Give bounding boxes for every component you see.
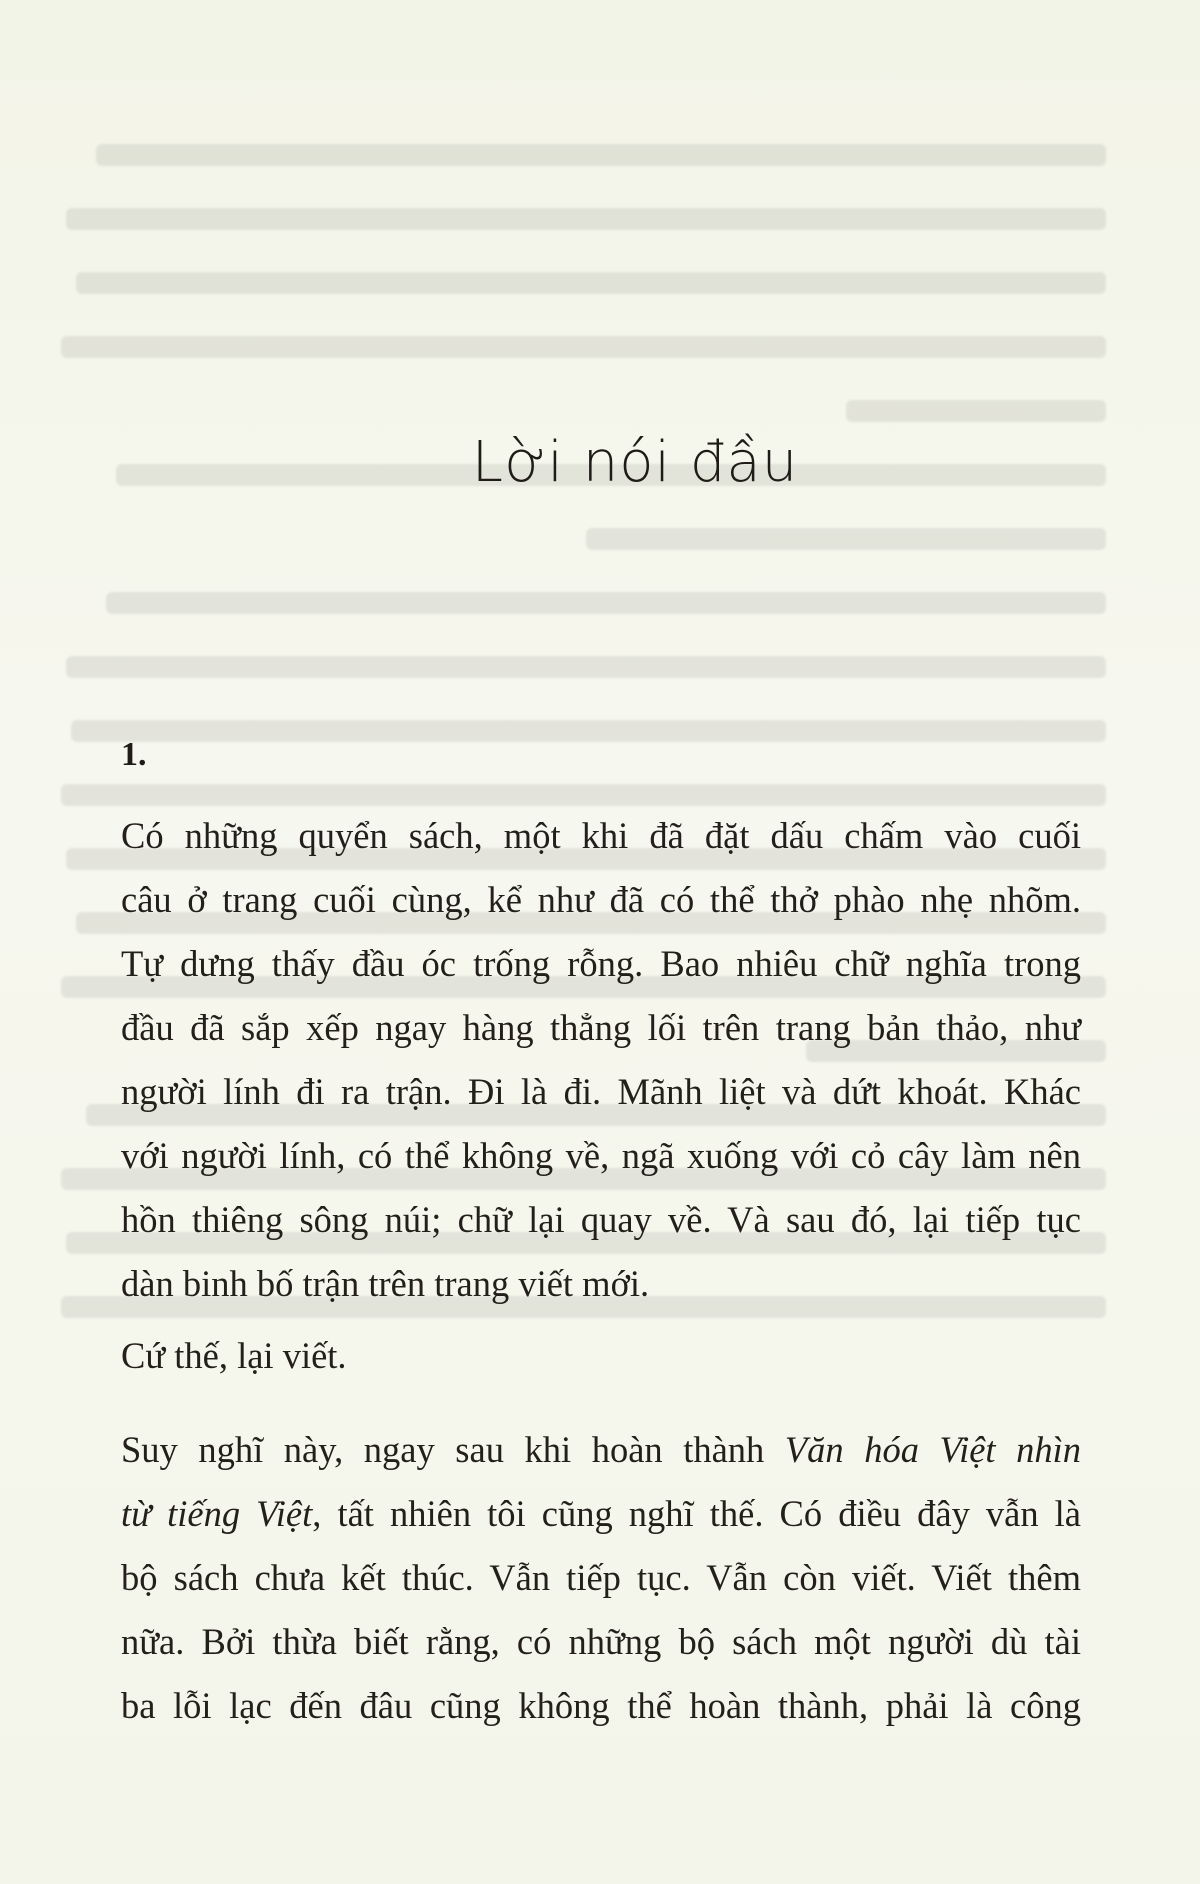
text-line	[121, 1418, 1081, 1482]
body-text	[121, 804, 1081, 1738]
text-line: dàn binh bố trận trên trang viết mới.	[121, 1263, 650, 1304]
text-line: Cứ thế, lại viết.	[121, 1335, 347, 1376]
text-line: với người lính, có thể không về, ngã xuống với cỏ cây làm nên	[121, 1135, 1081, 1176]
section-number: 1.	[121, 736, 147, 773]
text-line	[121, 1482, 1081, 1546]
book-title-italic: Văn hóa Việt nhìn	[784, 1429, 1081, 1470]
text-line: câu ở trang cuối cùng, kể như đã có thể thở phào nhẹ nhõm.	[121, 879, 1081, 920]
text-line: bộ sách chưa kết thúc. Vẫn tiếp tục. Vẫn còn viết. Viết thêm	[121, 1557, 1081, 1598]
text-line: hồn thiêng sông núi; chữ lại quay về. Và sau đó, lại tiếp tục	[121, 1199, 1081, 1240]
text-line: ba lỗi lạc đến đâu cũng không thể hoàn thành, phải là công	[121, 1685, 1081, 1726]
text-line: nữa. Bởi thừa biết rằng, có những bộ sách một người dù tài	[121, 1621, 1081, 1662]
text-line: Có những quyển sách, một khi đã đặt dấu chấm vào cuối	[121, 815, 1081, 856]
text-line: người lính đi ra trận. Đi là đi. Mãnh liệt và dứt khoát. Khác	[121, 1071, 1081, 1112]
text-run: , tất nhiên tôi cũng nghĩ thế. Có điều đây vẫn là	[312, 1493, 1081, 1534]
paragraph-3	[121, 1418, 1081, 1738]
text-line: đầu đã sắp xếp ngay hàng thẳng lối trên trang bản thảo, như	[121, 1007, 1081, 1048]
paragraph-2	[121, 1324, 1081, 1388]
text-run: Suy nghĩ này, ngay sau khi hoàn thành	[121, 1429, 785, 1470]
book-title-italic: từ tiếng Việt	[121, 1493, 313, 1534]
text-line: Tự dưng thấy đầu óc trống rỗng. Bao nhiêu chữ nghĩa trong	[121, 943, 1081, 984]
paragraph-1	[121, 804, 1081, 1316]
chapter-title: Lời nói đầu	[471, 430, 799, 495]
